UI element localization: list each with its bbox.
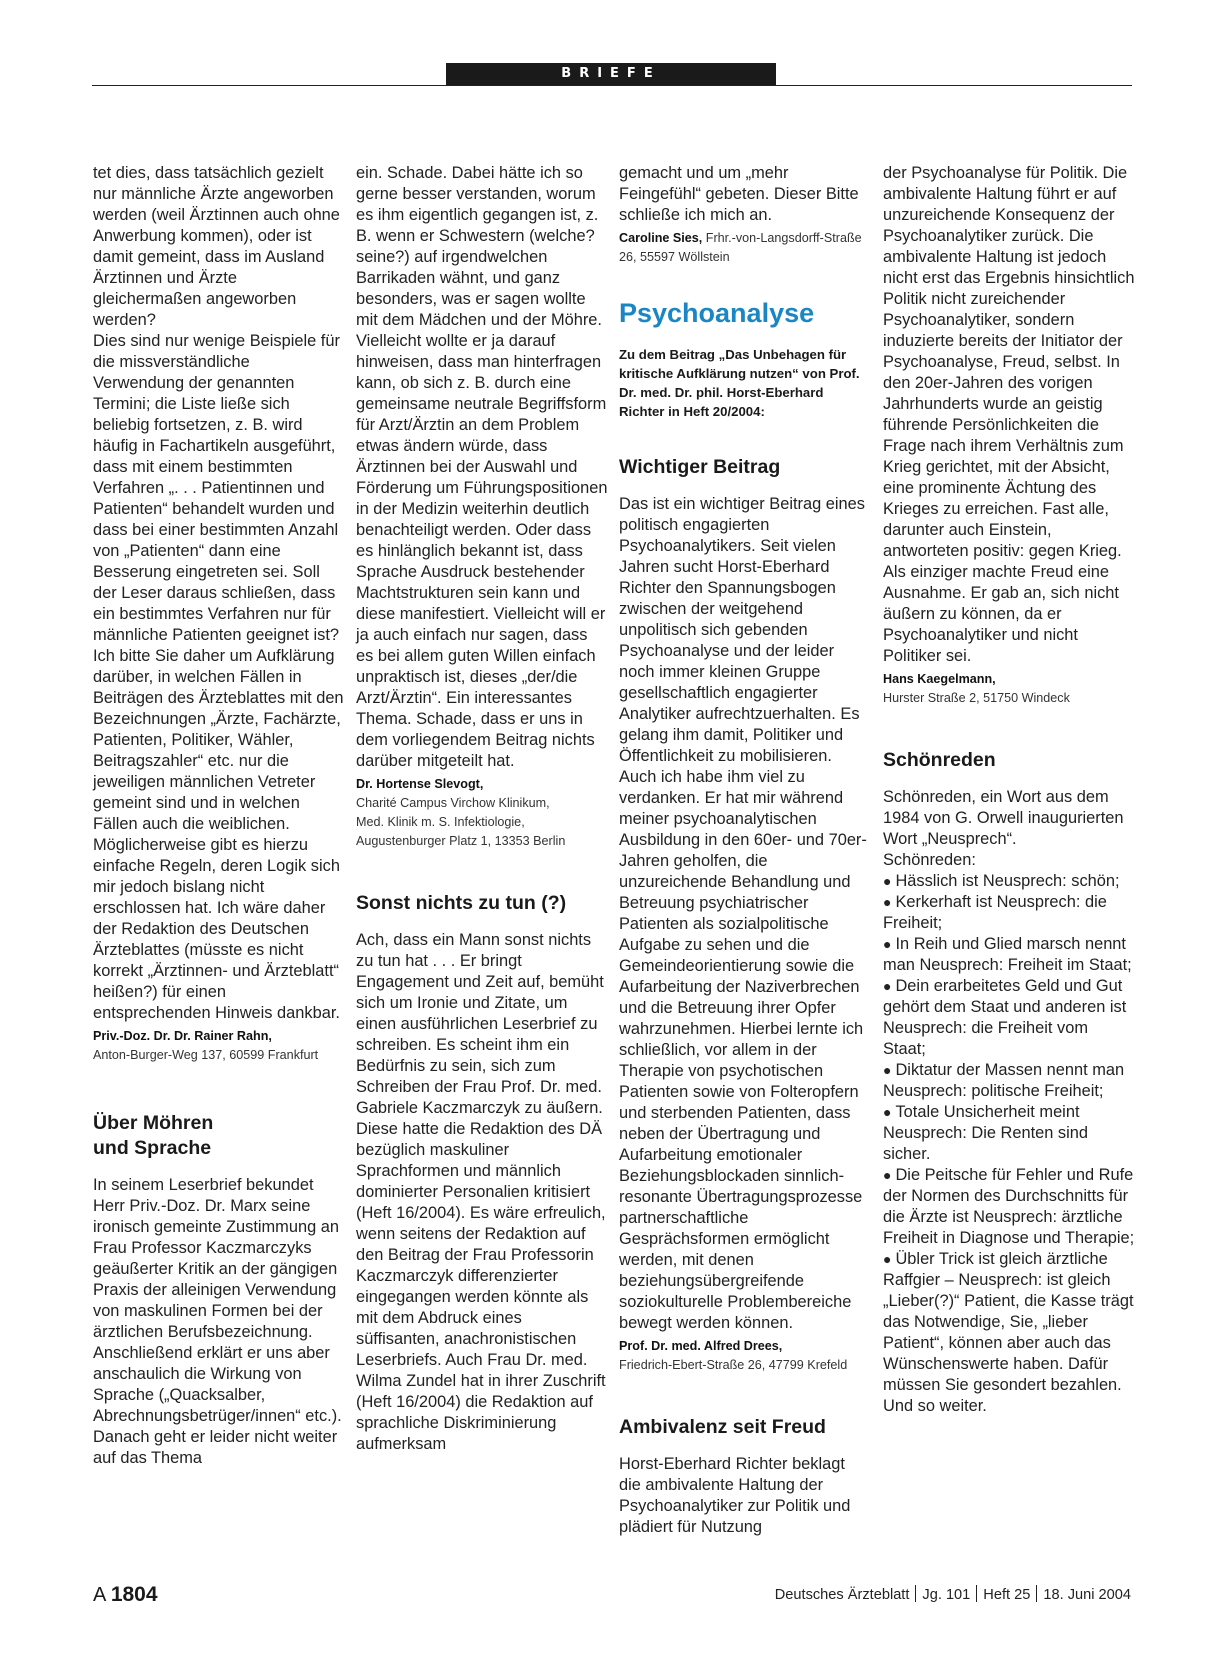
header-rule: [92, 85, 1132, 86]
letter-heading: Ambivalenz seit Freud: [619, 1416, 826, 1438]
letter-heading: Wichtiger Beitrag: [619, 456, 781, 478]
signature: [883, 670, 1135, 708]
author-address: Hurster Straße 2, 51750 Windeck: [883, 691, 1070, 705]
paragraph: Das ist ein wichtiger Beitrag eines politisch engagierten Psychoanalytikers. Seit vielen Jahren sucht Horst-Eberhard Richter den Spannungsbogen zwischen der weitgehend unpolitisch sich gebenden Psychoanalyse und der leider noch immer kleinen Gruppe gesellschaftlich engagierter Analytiker aufrechtzuerhalten. Es gelang ihm damit, Politiker und Öffentlichkeit zu mobilisieren. Auch ich habe ihm viel zu verdanken. Er hat mir während meiner psychoanalytischen Ausbildung in den 60er- und 70er-Jahren geholfen, die unzureichende Behandlung und Betreuung psychiatrischer Patienten als sozialpolitische Aufgabe zu sehen und die Gemeindeorientierung sowie die Aufarbeitung der Naziverbrechen und die Betreuung ihrer Opfer wahrzunehmen. Hierbei lernte ich schließlich, vor allem in der Therapie von psychotischen Patienten sowie von Folteropfern und sterbenden Patienten, dass neben der Übertragung und Aufarbeitung emotionaler Beziehungsblockaden sinnlich-resonante Übertragungsprozesse partnerschaftliche Gesprächsformen ermöglicht werden, mit denen beziehungsübergreifende soziokulturelle Problembereiche bewegt werden können.: [619, 495, 867, 1332]
author-name: Hans Kaegelmann,: [883, 672, 996, 686]
column-4: [883, 163, 1135, 1417]
author-affiliation: Charité Campus Virchow Klinikum,: [356, 796, 550, 810]
journal-info: [775, 1585, 1131, 1603]
separator: [1036, 1585, 1037, 1602]
author-name: Priv.-Doz. Dr. Dr. Rainer Rahn,: [93, 1029, 272, 1043]
bullet-item: ● Übler Trick ist gleich ärztliche Raffgier – Neusprech: ist gleich „Lieber(?)“ Patient, die Kasse trägt das Notwendige, Sie, „lieber Patient“, können aber auch das Wünschenswerte haben. Dafür müssen Sie gesondert bezahlen.: [883, 1249, 1135, 1396]
journal-name: Deutsches Ärzteblatt: [774, 1587, 910, 1603]
paragraph: Dies sind nur wenige Beispiele für die missverständliche Verwendung der genannten Termini; die Liste ließe sich beliebig fortsetzen, z. B. wird häufig in Fachartikeln ausgeführt, dass mit einem bestimmten Verfahren „. . . Patientinnen und Patienten“ behandelt wurden und dass bei einer bestimmten Anzahl von „Patienten“ dann eine Besserung eingetreten sei. Soll der Leser daraus schließen, dass ein bestimmtes Verfahren nur für männliche Patienten geeignet ist?: [93, 332, 340, 644]
author-affiliation: Med. Klinik m. S. Infektiologie,: [356, 815, 525, 829]
paragraph: Schönreden, ein Wort aus dem 1984 von G. Orwell inaugurierten Wort „Neusprech“.: [883, 788, 1124, 848]
issue-date: 18. Juni 2004: [1043, 1587, 1131, 1603]
paragraph: Ich bitte Sie daher um Aufklärung darüber, in welchen Fällen in Beiträgen des Ärzteblattes mit den Bezeichnungen „Ärzte, Fachärzte, Patienten, Politiker, Wähler, Beitragszahler“ etc. nur die jeweiligen männlichen Vetreter gemeint sind und in welchen Fällen auch die weiblichen. Möglicherweise gibt es hierzu einfache Regeln, deren Logik sich mir jedoch bislang nicht erschlossen hat. Ich wäre daher der Redaktion des Deutschen Ärzteblattes (müsste es nicht korrekt „Ärztinnen- und Ärzteblatt“ heißen?) für einen entsprechenden Hinweis dankbar.: [93, 647, 344, 1022]
page-prefix: A: [93, 1584, 106, 1606]
paragraph: tet dies, dass tatsächlich gezielt nur männliche Ärzte angeworben werden (weil Ärztinnen auch ohne Anwerbung kommen), oder ist damit gemeint, dass im Ausland Ärztinnen und Ärzte gleichermaßen angeworben werden?: [93, 164, 340, 329]
bullet-item: ● Hässlich ist Neusprech: schön;: [883, 871, 1135, 892]
author-address: Friedrich-Ebert-Straße 26, 47799 Krefeld: [619, 1358, 848, 1372]
signature: [619, 229, 871, 267]
author-address: Augustenburger Platz 1, 13353 Berlin: [356, 834, 566, 848]
bullet-item: ● Kerkerhaft ist Neusprech: die Freiheit;: [883, 892, 1135, 934]
paragraph: Und so weiter.: [883, 1397, 987, 1415]
signature: [356, 775, 608, 851]
section-label: BRIEFE: [446, 63, 776, 85]
author-name: Caroline Sies,: [619, 231, 703, 245]
author-address: Anton-Burger-Weg 137, 60599 Frankfurt: [93, 1048, 319, 1062]
separator: [976, 1585, 977, 1602]
column-2: [356, 163, 608, 1455]
paragraph: Schönreden:: [883, 851, 976, 869]
bullet-item: ● In Reih und Glied marsch nennt man Neusprech: Freiheit im Staat;: [883, 934, 1135, 976]
paragraph: Ach, dass ein Mann sonst nichts zu tun hat . . . Er bringt Engagement und Zeit auf, bemüht sich um Ironie und Zitate, um einen ausführlichen Leserbrief zu schreiben. Es scheint ihm ein Bedürfnis zu sein, sich zum Schreiben der Frau Prof. Dr. med. Gabriele Kaczmarczyk zu äußern. Diese hatte die Redaktion des DÄ bezüglich maskuliner Sprachformen und männlich dominierter Personalien kritisiert (Heft 16/2004). Es wäre erfreulich, wenn seitens der Redaktion auf den Beitrag der Frau Professorin Kaczmarczyk differenzierter eingegangen werden könnte als mit dem Abdruck eines süffisanten, anachronistischen Leserbriefs. Auch Frau Dr. med. Wilma Zundel hat in ihrer Zuschrift (Heft 16/2004) die Redaktion auf sprachliche Diskriminierung aufmerksam: [356, 931, 606, 1453]
intro-reference: Zu dem Beitrag „Das Unbehagen für kritische Aufklärung nutzen“ von Prof. Dr. med. Dr. phil. Horst-Eberhard Richter in Heft 20/2004:: [619, 347, 860, 419]
letter-heading: Sonst nichts zu tun (?): [356, 892, 567, 914]
volume: Jg. 101: [922, 1587, 971, 1603]
paragraph: ein. Schade. Dabei hätte ich so gerne besser verstanden, worum es ihm eigentlich gegangen ist, z. B. wenn er Schwestern (welche? seine?) auf irgendwelchen Barrikaden wähnt, und ganz besonders, was er sagen wollte mit dem Mädchen und der Möhre. Vielleicht wollte er ja darauf hinweisen, dass man hinterfragen kann, ob sich z. B. durch eine gemeinsame neutrale Begriffsform für Arzt/Ärztin an dem Problem etwas ändern würde, dass Ärztinnen bei der Auswahl und Förderung um Führungspositionen in der Medizin weiterhin deutlich benachteiligt werden. Oder dass es hinlänglich bekannt ist, dass Sprache Ausdruck bestehender Machtstrukturen sein kann und diese manifestiert. Vielleicht will er ja auch einfach nur sagen, dass es bei allem guten Willen einfach unpraktisch ist, dieses „der/die Arzt/Ärztin“. Ein interessantes Thema. Schade, dass er uns in dem vorliegendem Beitrag nichts darüber mitgeteilt hat.: [356, 164, 608, 770]
page-number: [93, 1583, 158, 1607]
bullet-item: ● Totale Unsicherheit meint Neusprech: Die Renten sind sicher.: [883, 1102, 1135, 1165]
paragraph: gemacht und um „mehr Feingefühl“ gebeten. Dieser Bitte schließe ich mich an.: [619, 164, 859, 224]
section-heading: Psychoanalyse: [619, 298, 815, 328]
bullet-item: ● Dein erarbeitetes Geld und Gut gehört dem Staat und anderen ist Neusprech: die Freiheit vom Staat;: [883, 976, 1135, 1060]
paragraph: In seinem Leserbrief bekundet Herr Priv.-Doz. Dr. Marx seine ironisch gemeinte Zustimmung an Frau Professor Kaczmarczyks geäußerter Kritik an der gängigen Praxis der alleinigen Verwendung von maskulinen Formen bei der ärztlichen Berufsbezeichnung. Anschließend erklärt er uns aber anschaulich die Wirkung von Sprache („Quacksalber, Abrechnungsbetrüger/innen“ etc.). Danach geht er leider nicht weiter auf das Thema: [93, 1176, 342, 1467]
author-name: Prof. Dr. med. Alfred Drees,: [619, 1339, 783, 1353]
signature: [619, 1337, 871, 1375]
letter-heading: Über Möhren und Sprache: [93, 1112, 214, 1159]
author-name: Dr. Hortense Slevogt,: [356, 777, 484, 791]
issue: Heft 25: [983, 1587, 1031, 1603]
signature: [93, 1027, 345, 1065]
letter-heading: Schönreden: [883, 749, 996, 771]
paragraph: Horst-Eberhard Richter beklagt die ambivalente Haltung der Psychoanalytiker zur Politik und plädiert für Nutzung: [619, 1455, 851, 1536]
author-address: Frhr.-von-Langsdorff-Straße 26, 55597 Wöllstein: [619, 231, 862, 264]
bullet-item: ● Die Peitsche für Fehler und Rufe der Normen des Durchschnitts für die Ärzte ist Neusprech: ärztliche Freiheit in Diagnose und Therapie;: [883, 1165, 1135, 1249]
column-3: [619, 163, 871, 1538]
page-number-value: 1804: [110, 1583, 158, 1606]
column-1: [93, 163, 345, 1469]
paragraph: der Psychoanalyse für Politik. Die ambivalente Haltung führt er auf unzureichende Konsequenz der Psychoanalytiker zurück. Die ambivalente Haltung ist jedoch nicht erst das Ergebnis hinsichtlich Politik nicht zureichender Psychoanalytiker, sondern induzierte bereits der Initiator der Psychoanalyse, Freud, selbst. In den 20er-Jahren des vorigen Jahrhunderts wurde an geistig führende Persönlichkeiten die Frage nach ihrem Verhältnis zum Krieg gerichtet, mit der Absicht, eine prominente Ächtung des Krieges zu erreichen. Fast alle, darunter auch Einstein, antworteten positiv: gegen Krieg. Als einziger machte Freud eine Ausnahme. Er gab an, sich nicht äußern zu können, da er Psychoanalytiker und nicht Politiker sei.: [883, 164, 1135, 665]
separator: [915, 1585, 916, 1602]
bullet-item: ● Diktatur der Massen nennt man Neusprech: politische Freiheit;: [883, 1060, 1135, 1102]
